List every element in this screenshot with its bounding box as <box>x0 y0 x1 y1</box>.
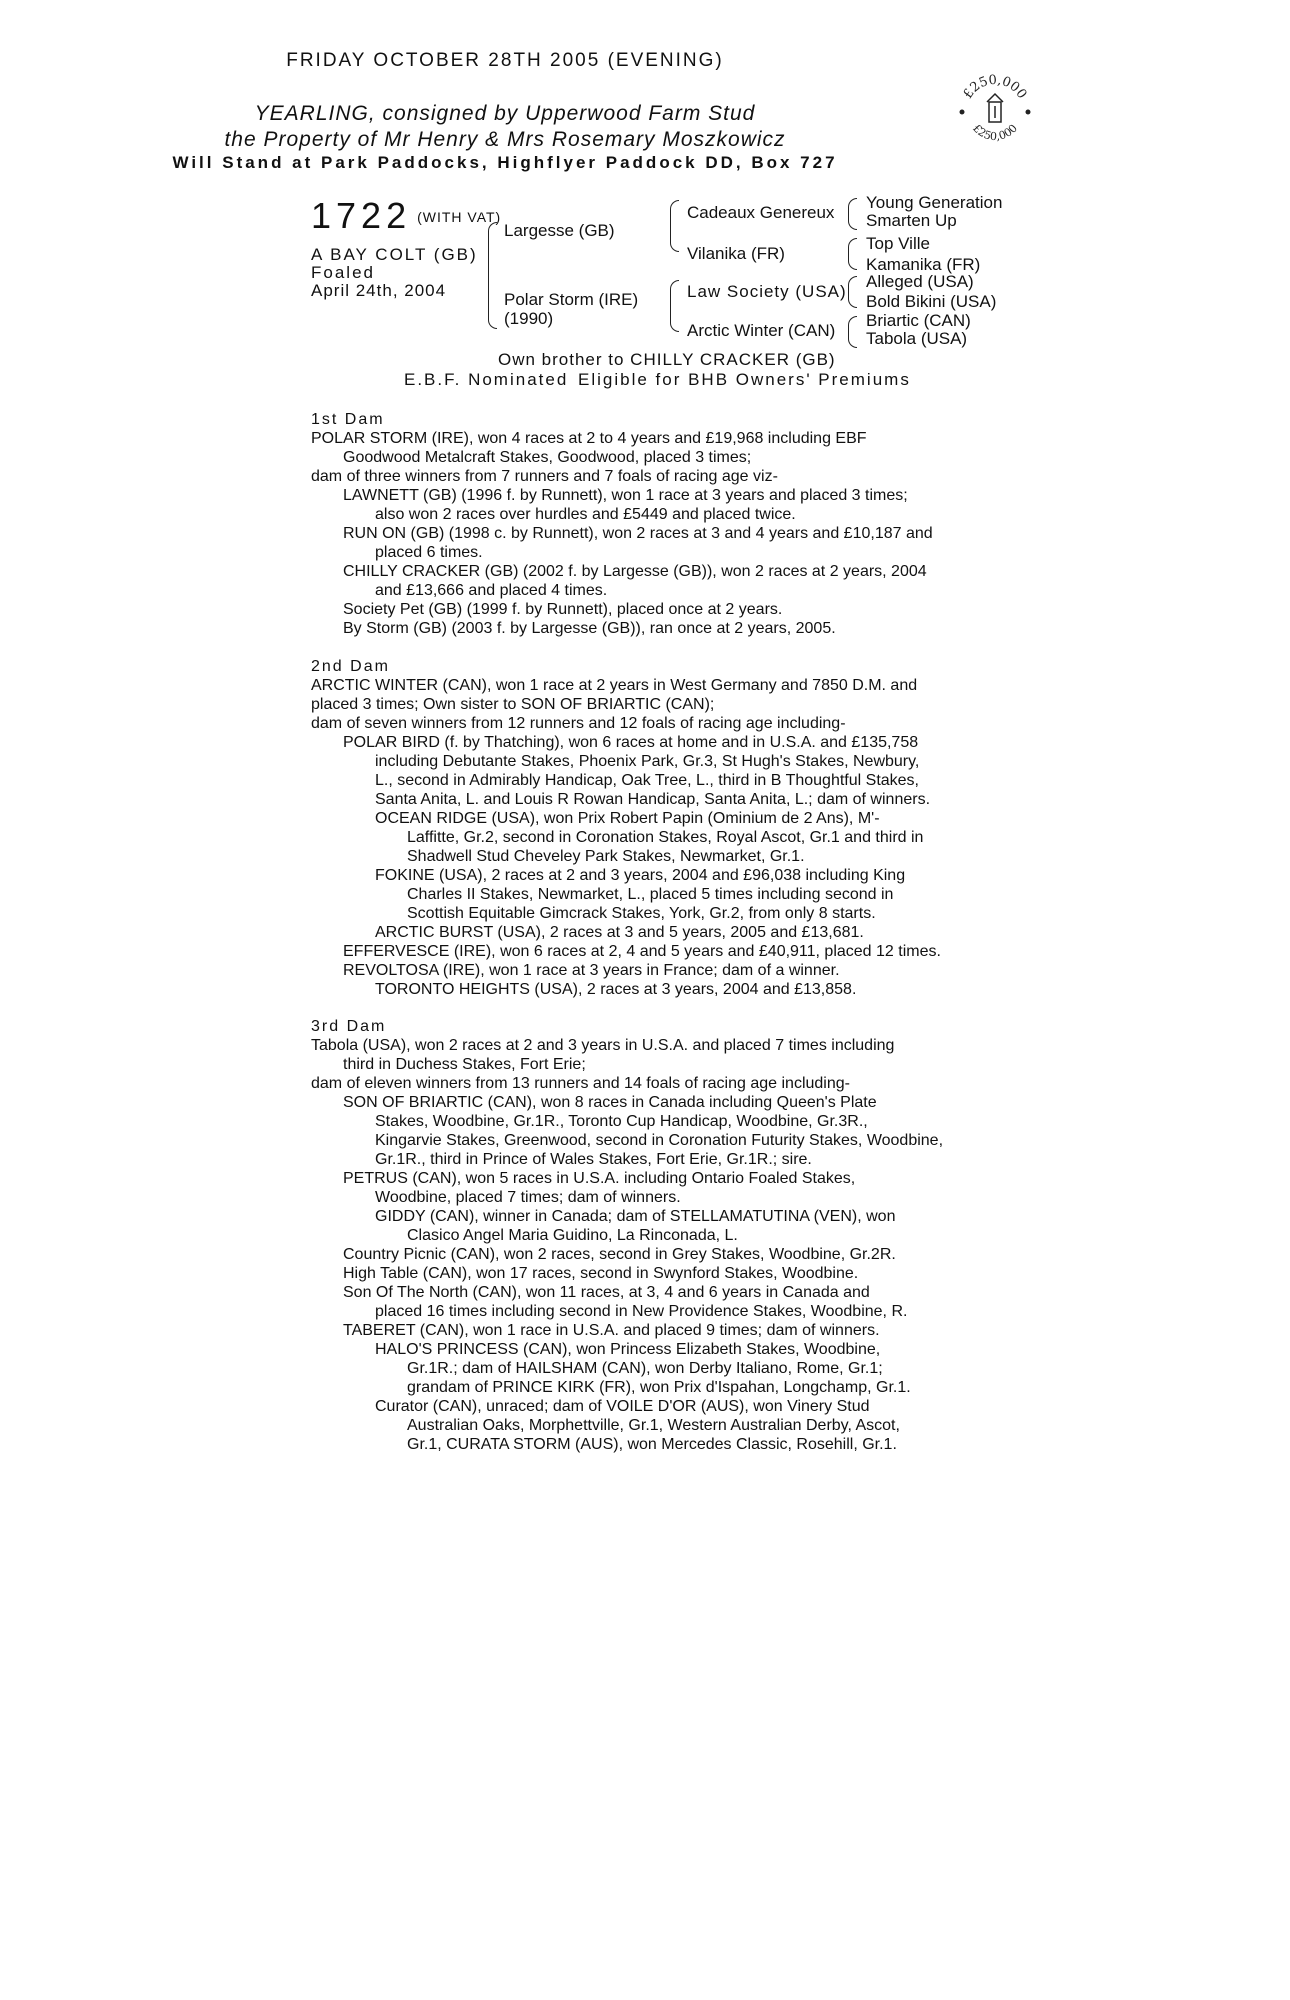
pedigree-text-line: Santa Anita, L. and Louis R Rowan Handicap, Santa Anita, L.; dam of winners. <box>375 791 931 808</box>
pedigree-text-line: placed 3 times; Own sister to SON OF BRIARTIC (CAN); <box>311 696 715 713</box>
pedigree-sds: Top Ville <box>866 234 930 253</box>
pedigree-text-line: Curator (CAN), unraced; dam of VOILE D'OR (AUS), won Vinery Stud <box>375 1398 870 1415</box>
pedigree-brace <box>848 238 857 270</box>
ebf-note: E.B.F. Nominated <box>404 370 569 389</box>
lot-number: 1722 (WITH VAT) <box>311 195 502 236</box>
pedigree-text-line: Gr.1R., third in Prince of Wales Stakes, Fort Erie, Gr.1R.; sire. <box>375 1151 812 1168</box>
pedigree-text-line: REVOLTOSA (IRE), won 1 race at 3 years in France; dam of a winner. <box>343 962 840 979</box>
pedigree-text-line: Gr.1, CURATA STORM (AUS), won Mercedes Classic, Rosehill, Gr.1. <box>407 1436 897 1453</box>
pedigree-text-line: dam of eleven winners from 13 runners and 14 foals of racing age including- <box>311 1075 850 1092</box>
pedigree-text-line: including Debutante Stakes, Phoenix Park, Gr.3, St Hugh's Stakes, Newbury, <box>375 753 920 770</box>
pedigree-text-line: POLAR BIRD (f. by Thatching), won 6 races at home and in U.S.A. and £135,758 <box>343 734 919 751</box>
pedigree-text-line: By Storm (GB) (2003 f. by Largesse (GB)), ran once at 2 years, 2005. <box>343 620 836 637</box>
colt-label: A BAY COLT (GB) <box>311 245 478 264</box>
eligible-note: Eligible for BHB Owners' Premiums <box>578 370 911 389</box>
stand-location: Will Stand at Park Paddocks, Highflyer Paddock DD, Box 727 <box>172 153 838 172</box>
dam-lines <box>311 429 991 638</box>
pedigree-sdd: Kamanika (FR) <box>866 255 981 274</box>
pedigree-sd: Vilanika (FR) <box>687 244 785 263</box>
first-dam-section <box>311 410 991 638</box>
pedigree-brace <box>670 200 679 252</box>
pedigree-sss: Young Generation <box>866 193 1003 212</box>
pedigree-text-line: OCEAN RIDGE (USA), won Prix Robert Papin (Ominium de 2 Ans), M'- <box>375 810 880 827</box>
pedigree-text-line: and £13,666 and placed 4 times. <box>375 582 608 599</box>
pedigree-text-line: CHILLY CRACKER (GB) (2002 f. by Largesse (GB)), won 2 races at 2 years, 2004 <box>343 563 927 580</box>
section-heading: 2nd Dam <box>311 658 390 675</box>
price-seal-icon <box>955 72 1035 152</box>
svg-text:£250,000: £250,000 <box>960 72 1030 102</box>
pedigree-text-line: HALO'S PRINCESS (CAN), won Princess Elizabeth Stakes, Woodbine, <box>375 1341 881 1358</box>
pedigree-text-line: placed 16 times including second in New Providence Stakes, Woodbine, R. <box>375 1303 908 1320</box>
dam-lines <box>311 1036 991 1454</box>
pedigree-dd: Arctic Winter (CAN) <box>687 321 836 340</box>
pedigree-text-line: Kingarvie Stakes, Greenwood, second in Coronation Futurity Stakes, Woodbine, <box>375 1132 944 1149</box>
vat-label: (WITH VAT) <box>417 209 502 225</box>
pedigree-text-line: Goodwood Metalcraft Stakes, Goodwood, placed 3 times; <box>343 449 752 466</box>
pedigree-dam-year: (1990) <box>504 309 554 328</box>
pedigree-brace <box>848 316 857 348</box>
pedigree-text-line: Son Of The North (CAN), won 11 races, at 3, 4 and 6 years in Canada and <box>343 1284 870 1301</box>
pedigree-ssd: Smarten Up <box>866 211 957 230</box>
sale-date: FRIDAY OCTOBER 28TH 2005 (EVENING) <box>286 50 724 71</box>
pedigree-text-line: FOKINE (USA), 2 races at 2 and 3 years, 2004 and £96,038 including King <box>375 867 906 884</box>
foaled-label: Foaled <box>311 263 375 282</box>
third-dam-section <box>311 1017 991 1454</box>
pedigree-text-line: grandam of PRINCE KIRK (FR), won Prix d'Ispahan, Longchamp, Gr.1. <box>407 1379 911 1396</box>
pedigree-brace <box>848 276 857 308</box>
own-brother-note: Own brother to CHILLY CRACKER (GB) <box>498 350 836 369</box>
pedigree-text-line: EFFERVESCE (IRE), won 6 races at 2, 4 and 5 years and £40,911, placed 12 times. <box>343 943 941 960</box>
pedigree-text-line: Tabola (USA), won 2 races at 2 and 3 years in U.S.A. and placed 7 times including <box>311 1037 895 1054</box>
pedigree-text-line: L., second in Admirably Handicap, Oak Tree, L., third in B Thoughtful Stakes, <box>375 772 919 789</box>
pedigree-text-line: Australian Oaks, Morphettville, Gr.1, Western Australian Derby, Ascot, <box>407 1417 900 1434</box>
pedigree-text-line: Charles II Stakes, Newmarket, L., placed 5 times including second in <box>407 886 894 903</box>
pedigree-text-line: Woodbine, placed 7 times; dam of winners. <box>375 1189 681 1206</box>
pedigree-text-line: RUN ON (GB) (1998 c. by Runnett), won 2 races at 3 and 4 years and £10,187 and <box>343 525 933 542</box>
pedigree-ss: Cadeaux Genereux <box>687 203 835 222</box>
pedigree-text-line: High Table (CAN), won 17 races, second in Swynford Stakes, Woodbine. <box>343 1265 859 1282</box>
pedigree-text-line: PETRUS (CAN), won 5 races in U.S.A. including Ontario Foaled Stakes, <box>343 1170 856 1187</box>
pedigree-text-line: TORONTO HEIGHTS (USA), 2 races at 3 years, 2004 and £13,858. <box>375 981 857 998</box>
section-heading: 1st Dam <box>311 411 385 428</box>
pedigree-sire: Largesse (GB) <box>504 221 615 240</box>
pedigree-brace <box>670 280 679 332</box>
pedigree-text-line: ARCTIC BURST (USA), 2 races at 3 and 5 years, 2005 and £13,681. <box>375 924 864 941</box>
pedigree-text-line: third in Duchess Stakes, Fort Erie; <box>343 1056 586 1073</box>
foaled-date: April 24th, 2004 <box>311 281 447 300</box>
pedigree-text-line: Shadwell Stud Cheveley Park Stakes, Newmarket, Gr.1. <box>407 848 805 865</box>
pedigree-text-line: GIDDY (CAN), winner in Canada; dam of STELLAMATUTINA (VEN), won <box>375 1208 896 1225</box>
second-dam-section <box>311 657 991 999</box>
pedigree-dds: Briartic (CAN) <box>866 311 971 330</box>
lot-description <box>311 246 478 300</box>
pedigree-text-line: LAWNETT (GB) (1996 f. by Runnett), won 1 race at 3 years and placed 3 times; <box>343 487 908 504</box>
pedigree-dsd: Bold Bikini (USA) <box>866 292 997 311</box>
pedigree-text-line: Gr.1R.; dam of HAILSHAM (CAN), won Derby Italiano, Rome, Gr.1; <box>407 1360 883 1377</box>
svg-text:£250,000: £250,000 <box>970 121 1020 144</box>
consignor-line: YEARLING, consigned by Upperwood Farm Stud <box>254 102 756 125</box>
pedigree-text-line: dam of seven winners from 12 runners and 12 foals of racing age including- <box>311 715 846 732</box>
pedigree-text-line: TABERET (CAN), won 1 race in U.S.A. and placed 9 times; dam of winners. <box>343 1322 880 1339</box>
pedigree-text-line: Clasico Angel Maria Guidino, La Rinconada, L. <box>407 1227 738 1244</box>
pedigree-ds: Law Society (USA) <box>687 282 847 301</box>
pedigree-text-line: also won 2 races over hurdles and £5449 and placed twice. <box>375 506 796 523</box>
property-line: the Property of Mr Henry & Mrs Rosemary Moszkowicz <box>224 128 786 151</box>
pedigree-text-line: ARCTIC WINTER (CAN), won 1 race at 2 years in West Germany and 7850 D.M. and <box>311 677 918 694</box>
pedigree-text-line: placed 6 times. <box>375 544 483 561</box>
pedigree-text-line: Society Pet (GB) (1999 f. by Runnett), placed once at 2 years. <box>343 601 783 618</box>
pedigree-text-line: Scottish Equitable Gimcrack Stakes, York, Gr.2, from only 8 starts. <box>407 905 876 922</box>
pedigree-text-line: SON OF BRIARTIC (CAN), won 8 races in Canada including Queen's Plate <box>343 1094 877 1111</box>
pedigree-text-line: POLAR STORM (IRE), won 4 races at 2 to 4 years and £19,968 including EBF <box>311 430 867 447</box>
pedigree-dam: Polar Storm (IRE) <box>504 290 639 309</box>
pedigree-brace <box>848 198 857 230</box>
pedigree-text-line: dam of three winners from 7 runners and 7 foals of racing age viz- <box>311 468 778 485</box>
pedigree-text-line: Country Picnic (CAN), won 2 races, second in Grey Stakes, Woodbine, Gr.2R. <box>343 1246 896 1263</box>
pedigree-ddd: Tabola (USA) <box>866 329 968 348</box>
pedigree-dss: Alleged (USA) <box>866 272 974 291</box>
section-heading: 3rd Dam <box>311 1018 387 1035</box>
pedigree-text-line: Stakes, Woodbine, Gr.1R., Toronto Cup Handicap, Woodbine, Gr.3R., <box>375 1113 868 1130</box>
pedigree-brace <box>488 222 497 329</box>
dam-lines <box>311 676 991 999</box>
pedigree-text-line: Laffitte, Gr.2, second in Coronation Stakes, Royal Ascot, Gr.1 and third in <box>407 829 924 846</box>
